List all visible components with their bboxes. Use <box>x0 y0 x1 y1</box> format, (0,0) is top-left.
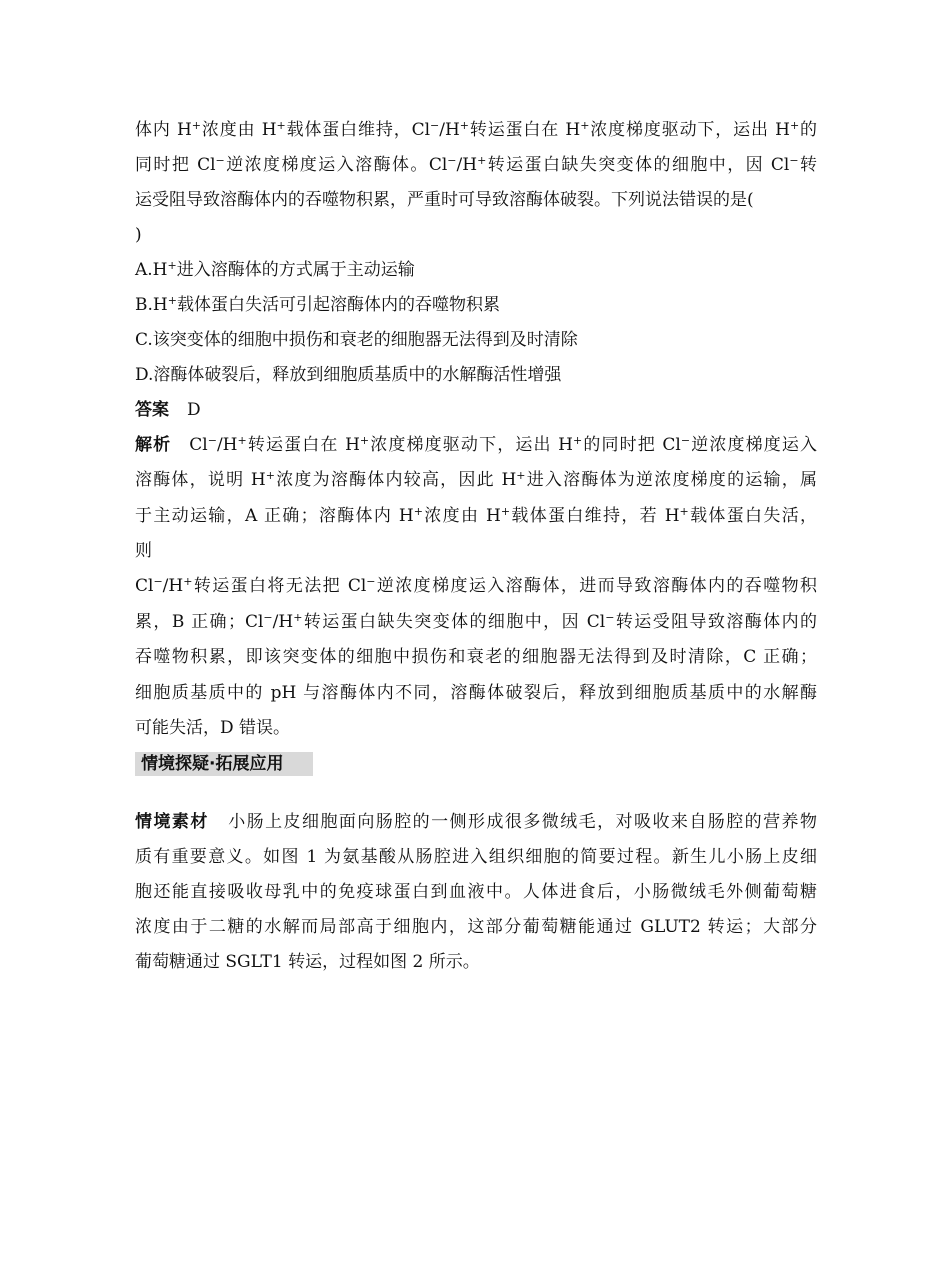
text-segment: ) <box>135 225 142 245</box>
text-segment: 进入溶酶体的方式属于主动运输 <box>176 260 415 280</box>
question-stem-line <box>135 118 817 142</box>
text-segment: 同时把 Cl <box>135 155 216 175</box>
text-segment: 载体蛋白失活， <box>688 506 818 526</box>
superscript: + <box>167 294 177 307</box>
superscript: − <box>366 575 376 588</box>
text-segment: C.该突变体的细胞中损伤和衰老的细胞器无法得到及时清除 <box>135 330 578 350</box>
option-D <box>135 363 817 387</box>
text-segment: /H <box>162 576 184 596</box>
text-segment: D.溶酶体破裂后，释放到细胞质基质中的水解酶活性增强 <box>135 365 562 385</box>
text-segment: 转运蛋白缺失突变体的细胞中，因 Cl <box>486 155 790 175</box>
text-segment: /H <box>216 435 238 455</box>
text-segment: 小肠上皮细胞面向肠腔的一侧形成很多微绒毛，对吸收来自肠腔的营养物 <box>226 812 818 832</box>
superscript: + <box>413 505 423 518</box>
material-line <box>135 950 817 974</box>
answer-line <box>135 398 817 422</box>
text-segment: 浓度梯度驱动下，运出 H <box>589 120 790 140</box>
superscript: − <box>153 575 163 588</box>
text-segment: 逆浓度梯度运入 <box>690 435 818 455</box>
superscript: + <box>293 611 303 624</box>
text-segment: 载体蛋白维持，若 H <box>510 506 680 526</box>
analysis-line <box>135 574 817 598</box>
superscript: + <box>459 119 470 132</box>
text-segment: Cl <box>189 435 208 455</box>
text-segment: 葡萄糖通过 SGLT1 转运，过程如图 2 所示。 <box>135 952 480 972</box>
analysis-label: 解析 <box>135 435 172 455</box>
text-segment: 运受阻导致溶酶体内的吞噬物积累，严重时可导致溶酶体破裂。下列说法错误的是( <box>135 190 754 210</box>
superscript: + <box>500 505 511 518</box>
superscript: + <box>789 119 800 132</box>
text-segment: 浓度由 H <box>422 506 501 526</box>
text-segment: 细胞质基质中的 pH 与溶酶体内不同，溶酶体破裂后，释放到细胞质基质中的水解酶 <box>135 683 817 703</box>
superscript: − <box>447 154 457 167</box>
text-segment: B.H <box>135 295 168 315</box>
analysis-line <box>135 610 817 634</box>
material-line <box>135 880 817 904</box>
text-segment: 浓度由于二糖的水解而局部高于细胞内，这部分葡萄糖能通过 GLUT2 转运；大部分 <box>135 917 817 937</box>
option-A <box>135 258 817 282</box>
text-segment: /H <box>456 155 478 175</box>
text-segment: 进入溶酶体为逆浓度梯度的运输，属 <box>525 470 817 490</box>
text-segment: 转运蛋白将无法把 Cl <box>192 576 367 596</box>
answer-label: 答案 <box>135 400 169 420</box>
analysis-line <box>135 681 817 705</box>
superscript: + <box>679 505 689 518</box>
question-stem-line <box>135 188 817 212</box>
analysis-line <box>135 468 817 492</box>
superscript: + <box>359 434 370 447</box>
superscript: − <box>430 119 440 132</box>
text-segment: 于主动运输，A 正确；溶酶体内 H <box>135 506 414 526</box>
text-segment: 溶酶体，说明 H <box>135 470 266 490</box>
material-line <box>135 845 817 869</box>
text-segment: 累，B 正确；Cl <box>135 612 264 632</box>
text-segment: 胞还能直接吸收母乳中的免疫球蛋白到血液中。人体进食后，小肠微绒毛外侧葡萄糖 <box>135 882 817 902</box>
text-segment: 载体蛋白失活可引起溶酶体内的吞噬物积累 <box>176 295 500 315</box>
analysis-line <box>135 433 817 457</box>
superscript: + <box>276 119 286 132</box>
text-segment: 浓度由 H <box>201 120 277 140</box>
section-heading: 情境探疑·拓展应用 <box>141 754 284 774</box>
text-segment: 转运蛋白缺失突变体的细胞中，因 Cl <box>302 612 606 632</box>
analysis-line <box>135 716 817 740</box>
question-stem-line <box>135 153 817 177</box>
text-segment: 的 <box>799 120 818 140</box>
superscript: − <box>680 434 691 447</box>
superscript: − <box>263 611 273 624</box>
text-segment: A.H <box>135 260 168 280</box>
text-segment: 转 <box>798 155 817 175</box>
analysis-line <box>135 504 817 528</box>
superscript: + <box>516 469 526 482</box>
analysis-line <box>135 539 817 563</box>
superscript: + <box>265 469 275 482</box>
text-segment: /H <box>439 120 460 140</box>
analysis-line <box>135 645 817 669</box>
text-segment: 转运蛋白在 H <box>246 435 360 455</box>
option-C <box>135 328 817 352</box>
text-segment: 转运受阻导致溶酶体内的 <box>614 612 817 632</box>
option-B <box>135 293 817 317</box>
text-segment: 逆浓度梯度运入溶酶体，进而导致溶酶体内的吞噬物积 <box>375 576 817 596</box>
text-segment: 浓度梯度驱动下，运出 H <box>369 435 573 455</box>
text-segment: D <box>187 400 201 420</box>
material-label: 情境素材 <box>135 812 209 832</box>
text-segment: 体内 H <box>135 120 192 140</box>
text-segment: 吞噬物积累，即该突变体的细胞中损伤和衰老的细胞器无法得到及时清除，C 正确； <box>135 647 817 667</box>
text-segment: 可能失活，D 错误。 <box>135 718 291 738</box>
superscript: + <box>237 434 247 447</box>
text-segment: 质有重要意义。如图 1 为氨基酸从肠腔进入组织细胞的简要过程。新生儿小肠上皮细 <box>135 847 817 867</box>
superscript: + <box>167 259 177 272</box>
superscript: + <box>477 154 487 167</box>
superscript: + <box>183 575 193 588</box>
material-line <box>135 915 817 939</box>
superscript: − <box>207 434 217 447</box>
superscript: + <box>191 119 202 132</box>
text-segment: 的同时把 Cl <box>582 435 681 455</box>
superscript: + <box>572 434 583 447</box>
superscript: − <box>605 611 615 624</box>
text-segment: Cl <box>135 576 154 596</box>
text-segment: 逆浓度梯度运入溶酶体。Cl <box>224 155 448 175</box>
text-segment: 浓度为溶酶体内较高，因此 H <box>274 470 517 490</box>
question-stem-line <box>135 223 817 247</box>
superscript: − <box>789 154 799 167</box>
text-segment: /H <box>272 612 294 632</box>
text-segment: 转运蛋白在 H <box>469 120 581 140</box>
text-segment: 载体蛋白维持，Cl <box>285 120 431 140</box>
material-line <box>135 810 817 834</box>
superscript: − <box>215 154 225 167</box>
text-segment: 则 <box>135 541 152 561</box>
superscript: + <box>580 119 590 132</box>
